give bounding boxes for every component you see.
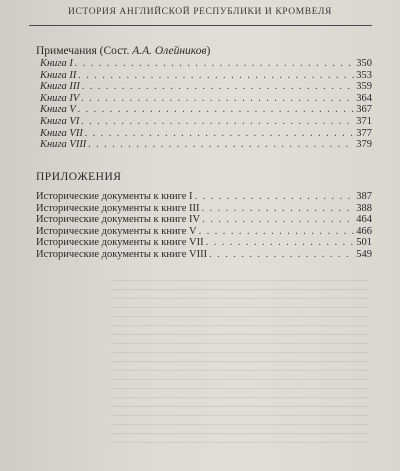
toc-entry-label: Исторические документы к книге I xyxy=(36,191,193,202)
toc-entry-page: 350 xyxy=(356,58,372,69)
toc-entry-label: Книга V xyxy=(40,104,76,116)
toc-entry-label: Исторические документы к книге VII xyxy=(36,237,204,249)
notes-toc xyxy=(36,58,372,151)
notes-toc-entry xyxy=(36,139,372,151)
toc-entry-page: 353 xyxy=(356,69,372,81)
appendices-title: ПРИЛОЖЕНИЯ xyxy=(36,171,122,183)
toc-entry-label: Исторические документы к книге III xyxy=(36,202,200,214)
show-through-texture xyxy=(110,280,370,450)
toc-entry-label: Книга VIII xyxy=(40,139,87,151)
appendix-toc-entry xyxy=(36,191,372,203)
notes-title xyxy=(36,44,372,58)
toc-entry-page: 364 xyxy=(356,92,372,104)
notes-toc-entry xyxy=(36,116,372,128)
toc-entry-label: Книга III xyxy=(40,81,80,93)
toc-entry-label: Книга II xyxy=(40,69,77,81)
toc-entry-page: 387 xyxy=(356,191,372,202)
appendices-section xyxy=(36,170,372,261)
notes-toc-entry xyxy=(36,58,372,70)
running-head: ИСТОРИЯ АНГЛИЙСКОЙ РЕСПУБЛИКИ И КРОМВЕЛЯ xyxy=(68,7,332,17)
notes-toc-entry xyxy=(36,81,372,93)
notes-title-text: Примечания (Сост. xyxy=(36,45,130,57)
toc-entry-page: 377 xyxy=(356,127,372,139)
notes-toc-entry xyxy=(36,93,372,105)
toc-entry-page: 388 xyxy=(356,202,372,214)
dot-leader xyxy=(199,226,355,238)
toc-entry-page: 367 xyxy=(356,104,372,116)
toc-entry-page: 371 xyxy=(356,115,372,127)
dot-leader xyxy=(78,70,354,82)
appendix-toc-entry xyxy=(36,214,372,226)
toc-entry-label: Книга VII xyxy=(40,127,83,139)
dot-leader xyxy=(81,93,354,105)
appendix-toc-entry xyxy=(36,226,372,238)
dot-leader xyxy=(209,249,354,261)
dot-leader xyxy=(195,191,355,203)
toc-entry-label: Книга VI xyxy=(40,115,80,127)
toc-entry-page: 359 xyxy=(356,81,372,93)
dot-leader xyxy=(206,237,355,249)
notes-section xyxy=(36,44,372,151)
toc-entry-label: Исторические документы к книге IV xyxy=(36,214,201,226)
toc-entry-page: 466 xyxy=(356,225,372,237)
toc-entry-label: Исторические документы к книге VIII xyxy=(36,248,208,260)
toc-entry-label: Книга I xyxy=(40,58,73,69)
dot-leader xyxy=(81,116,354,128)
dot-leader xyxy=(202,214,354,226)
notes-author: А.А. Олейников xyxy=(132,45,207,57)
dot-leader xyxy=(88,139,354,151)
dot-leader xyxy=(202,203,355,215)
appendix-toc-entry xyxy=(36,249,372,261)
dot-leader xyxy=(85,128,354,140)
toc-entry-label: Книга IV xyxy=(40,92,80,104)
toc-entry-page: 549 xyxy=(356,248,372,260)
appendix-toc-entry xyxy=(36,203,372,215)
notes-title-close: ) xyxy=(206,45,211,57)
notes-toc-entry xyxy=(36,104,372,116)
toc-entry-page: 379 xyxy=(356,139,372,151)
toc-entry-page: 464 xyxy=(356,214,372,226)
notes-toc-entry xyxy=(36,128,372,140)
notes-toc-entry xyxy=(36,70,372,82)
dot-leader xyxy=(75,58,354,70)
dot-leader xyxy=(78,104,354,116)
toc-entry-page: 501 xyxy=(356,237,372,249)
header-rule xyxy=(29,25,372,26)
appendix-toc-entry xyxy=(36,237,372,249)
toc-entry-label: Исторические документы к книге V xyxy=(36,225,197,237)
appendices-toc xyxy=(36,191,372,261)
dot-leader xyxy=(82,81,354,93)
